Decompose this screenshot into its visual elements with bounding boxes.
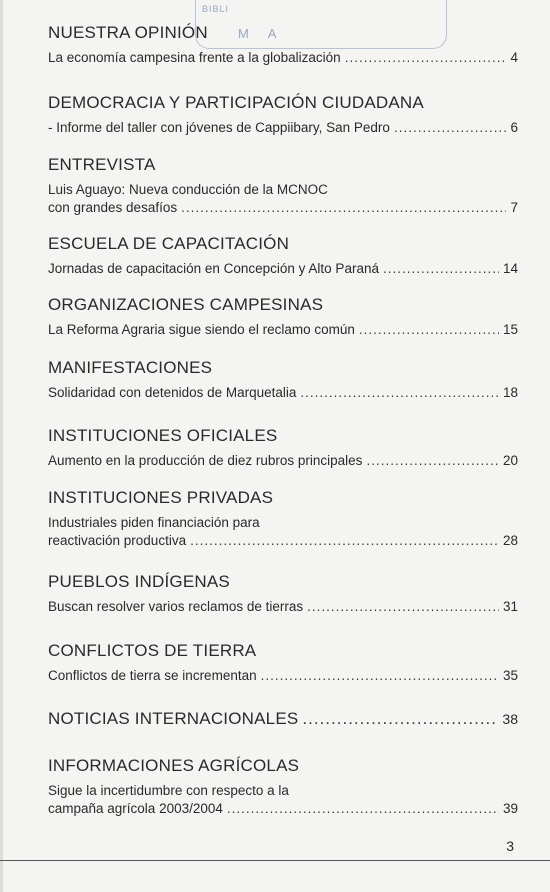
footer-rule xyxy=(0,860,550,861)
page-edge xyxy=(0,0,3,892)
entry-text: reactivación productiva xyxy=(48,533,187,548)
dot-leader xyxy=(394,119,507,137)
page-ref: 4 xyxy=(510,50,518,65)
toc-entry xyxy=(48,119,518,137)
entry-text-line: Industriales piden financiación para xyxy=(48,515,260,530)
entry-text-line: Luis Aguayo: Nueva conducción de la MCNOC xyxy=(48,182,328,197)
entry-last-line xyxy=(48,199,518,217)
toc-section xyxy=(48,22,518,67)
toc-section xyxy=(48,571,518,616)
toc-section-heading-line xyxy=(48,708,518,730)
toc-section xyxy=(48,487,518,550)
page-ref: 35 xyxy=(502,668,518,683)
dot-leader xyxy=(302,709,498,729)
page-ref: 38 xyxy=(502,711,518,727)
toc-entry xyxy=(48,514,518,550)
dot-leader xyxy=(190,532,499,550)
page-ref: 18 xyxy=(502,385,518,400)
entry-text: La Reforma Agraria sigue siendo el reclamo común xyxy=(48,322,355,337)
dot-leader xyxy=(261,667,499,685)
toc-section xyxy=(48,92,518,137)
entry-last-line xyxy=(48,667,518,685)
section-title: INSTITUCIONES OFICIALES xyxy=(48,426,278,445)
entry-text: - Informe del taller con jóvenes de Cappiibary, San Pedro xyxy=(48,120,390,135)
entry-text: Jornadas de capacitación en Concepción y Alto Paraná xyxy=(48,261,379,276)
entry-last-line xyxy=(48,452,518,470)
toc-entry xyxy=(48,181,518,217)
dot-leader xyxy=(359,321,499,339)
section-title: INFORMACIONES AGRÍCOLAS xyxy=(48,756,300,775)
page-number: 3 xyxy=(506,838,514,854)
toc-entry xyxy=(48,49,518,67)
stamp-text-bottom: M A xyxy=(238,26,285,41)
toc-entry xyxy=(48,667,518,685)
entry-text: Aumento en la producción de diez rubros principales xyxy=(48,453,363,468)
page-ref: 15 xyxy=(502,322,518,337)
entry-text-line: Sigue la incertidumbre con respecto a la xyxy=(48,783,289,798)
toc-section xyxy=(48,294,518,339)
section-title: ORGANIZACIONES CAMPESINAS xyxy=(48,295,324,314)
dot-leader xyxy=(181,199,506,217)
page-ref: 39 xyxy=(502,801,518,816)
dot-leader xyxy=(366,452,499,470)
entry-text: La economía campesina frente a la globalización xyxy=(48,50,341,65)
section-title: CONFLICTOS DE TIERRA xyxy=(48,641,257,660)
section-title: INSTITUCIONES PRIVADAS xyxy=(48,488,274,507)
stamp-text-top: BIBLI xyxy=(202,4,230,14)
entry-last-line xyxy=(48,321,518,339)
page-ref: 7 xyxy=(510,200,518,215)
entry-last-line xyxy=(48,800,518,818)
page-ref: 31 xyxy=(502,599,518,614)
toc-entry xyxy=(48,321,518,339)
dot-leader xyxy=(345,49,507,67)
dot-leader xyxy=(300,384,499,402)
dot-leader xyxy=(383,260,499,278)
section-title: MANIFESTACIONES xyxy=(48,358,213,377)
toc-entry xyxy=(48,260,518,278)
toc-entry xyxy=(48,452,518,470)
toc-section xyxy=(48,640,518,685)
toc-section xyxy=(48,233,518,278)
dot-leader xyxy=(227,800,499,818)
section-title: DEMOCRACIA Y PARTICIPACIÓN CIUDADANA xyxy=(48,93,424,112)
section-title: NUESTRA OPINIÓN xyxy=(48,23,208,42)
entry-text: campaña agrícola 2003/2004 xyxy=(48,801,223,816)
page-ref: 28 xyxy=(502,533,518,548)
toc-section xyxy=(48,708,518,730)
section-title: PUEBLOS INDÍGENAS xyxy=(48,572,230,591)
toc-entry xyxy=(48,782,518,818)
toc-section xyxy=(48,357,518,402)
page-ref: 6 xyxy=(510,120,518,135)
entry-last-line xyxy=(48,49,518,67)
toc-section xyxy=(48,154,518,217)
entry-last-line xyxy=(48,598,518,616)
toc-section xyxy=(48,755,518,818)
entry-last-line xyxy=(48,119,518,137)
section-title: ESCUELA DE CAPACITACIÓN xyxy=(48,234,290,253)
entry-last-line xyxy=(48,532,518,550)
entry-last-line xyxy=(48,384,518,402)
section-title: NOTICIAS INTERNACIONALES xyxy=(48,709,299,728)
dot-leader xyxy=(307,598,499,616)
toc-entry xyxy=(48,598,518,616)
section-title: ENTREVISTA xyxy=(48,155,156,174)
entry-text: Solidaridad con detenidos de Marquetalia xyxy=(48,385,297,400)
entry-last-line xyxy=(48,260,518,278)
toc-section xyxy=(48,425,518,470)
toc-entry xyxy=(48,384,518,402)
entry-text: con grandes desafíos xyxy=(48,200,178,215)
entry-text: Buscan resolver varios reclamos de tierras xyxy=(48,599,304,614)
page-ref: 14 xyxy=(502,261,518,276)
page-ref: 20 xyxy=(502,453,518,468)
entry-text: Conflictos de tierra se incrementan xyxy=(48,668,257,683)
